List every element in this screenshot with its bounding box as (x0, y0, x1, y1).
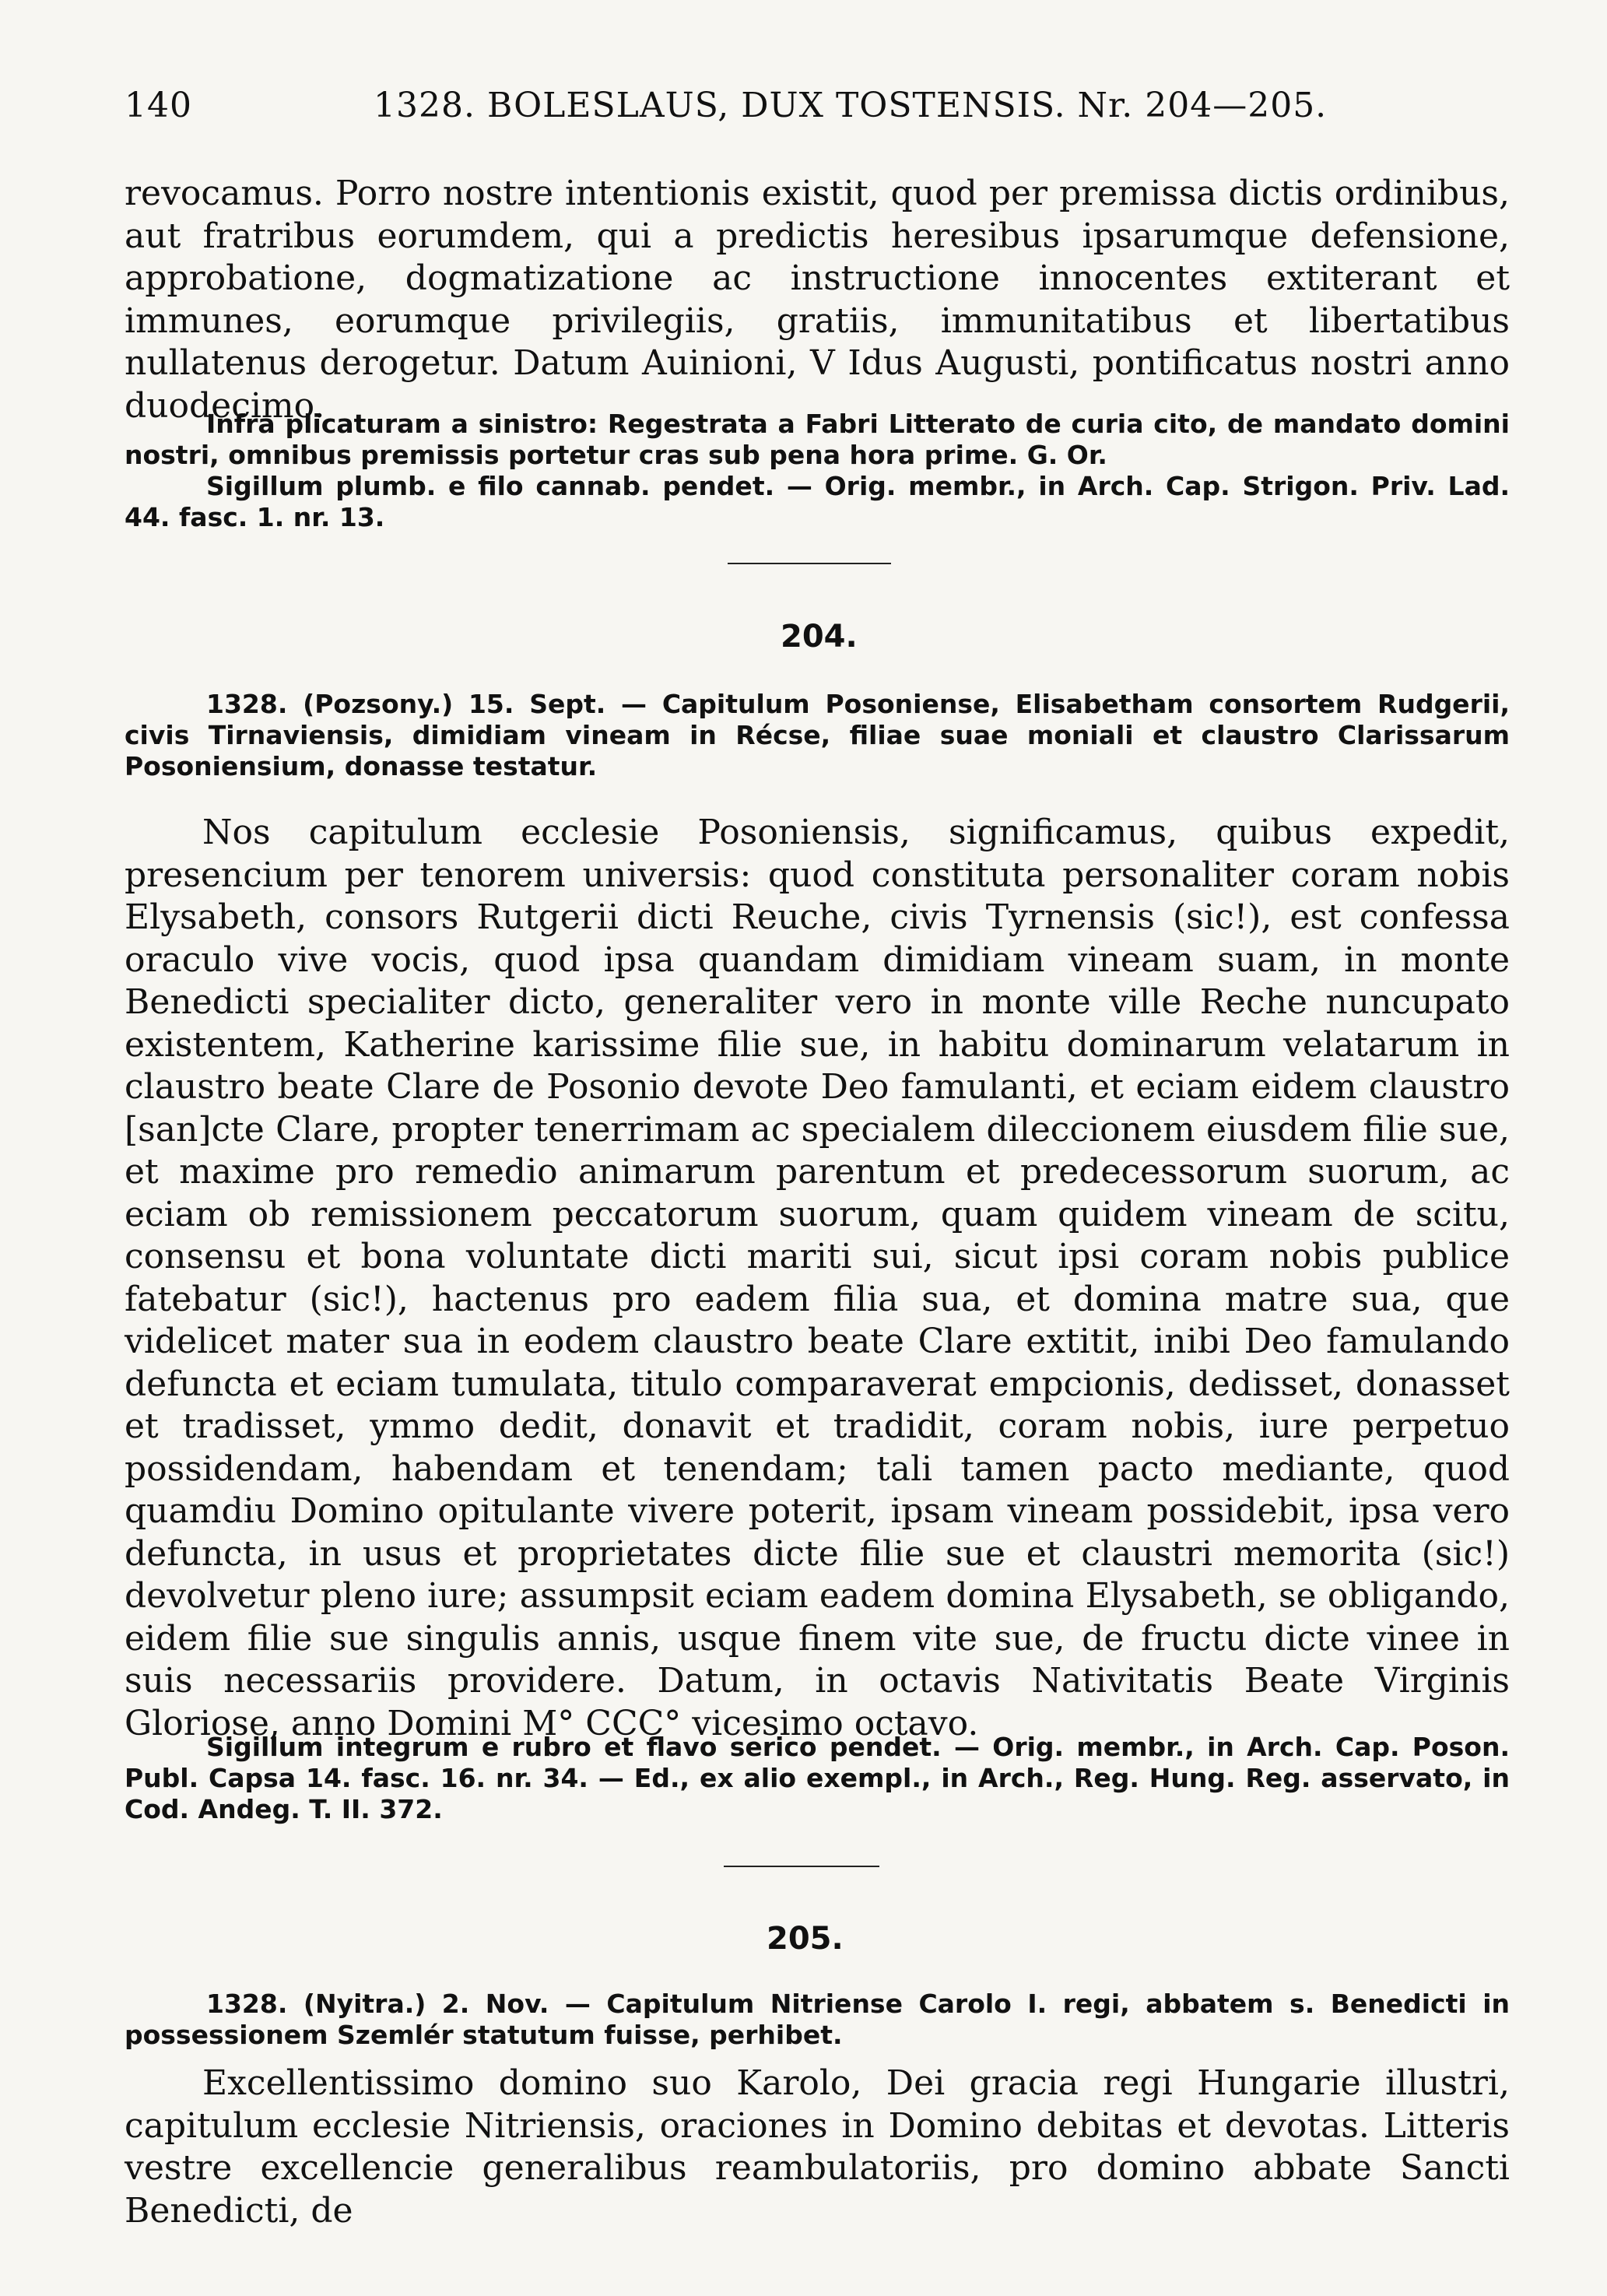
doc203-text-continuation (125, 173, 1510, 427)
separator-rule (728, 563, 891, 564)
doc205-charter-text (125, 2063, 1510, 2232)
doc205-regest (125, 1989, 1510, 2051)
doc204-regest (125, 689, 1510, 782)
doc204-charter-text (125, 812, 1510, 1745)
doc203-note-plica: Infra plicaturam a sinistro: Regestrata a Fabri Litterato de curia cito, de mandato domini nostri, omnibus premissis portetur cras sub pena hora prime. G. Or. (125, 409, 1510, 470)
doc203-notes (125, 409, 1510, 533)
doc205-number: 205. (767, 1921, 844, 1957)
doc204-paragraph: Nos capitulum ecclesie Posoniensis, significamus, quibus expedit, presencium per tenorem universis: quod constituta personaliter coram nobis Elysabeth, consors Rutgerii dicti Reuche, civis Tyrnensis (sic!), est confessa oraculo vive vocis, quod ipsa quandam dimidiam vineam suam, in monte Benedicti specialiter dicto, generaliter vero in monte ville Reche nuncupato existentem, Katherine karissime filie sue, in habitu dominarum velatarum in claustro beate Clare de Posonio devote Deo famulanti, et eciam eidem claustro [san]cte Clare, propter tenerrimam ac specialem dileccionem eiusdem filie sue, et maxime pro remedio animarum parentum et predecessorum suorum, ac eciam ob remissionem peccatorum suorum, quam quidem vineam de scitu, consensu et bona voluntate dicti mariti sui, sicut ipsi coram nobis publice fatebatur (sic!), hactenus pro eadem filia sua, et domina matre sua, que videlicet mater sua in eodem claustro beate Clare extitit, inibi Deo famulando defuncta et eciam tumulata, titulo comparaverat empcionis, dedisset, donasset et tradisset, ymmo dedit, donavit et tradidit, coram nobis, iure perpetuo possidendam, habendam et tenendam; tali tamen pacto mediante, quod quamdiu Domino opitulante vivere poterit, ipsam vineam possidebit, ipsa vero defuncta, in usus et proprietates dicte filie sue et claustri memorita (sic!) devolvetur pleno iure; assumpsit eciam eadem domina Elysabeth, se obligando, eidem filie sue singulis annis, usque finem vite sue, de fructu dicte vinee in suis necessariis providere. Datum, in octavis Nativitatis Beate Virginis Gloriose, anno Domini M° CCC° vicesimo octavo. (125, 813, 1510, 1743)
page-number: 140 (125, 86, 192, 125)
doc203-note-seal: Sigillum plumb. e filo cannab. pendet. — Orig. membr., in Arch. Cap. Strigon. Priv. Lad. 44. fasc. 1. nr. 13. (125, 471, 1510, 532)
doc204-note-seal: Sigillum integrum e rubro et flavo serico pendet. — Orig. membr., in Arch. Cap. Poson. Publ. Capsa 14. fasc. 16. nr. 34. — Ed., ex alio exempl., in Arch., Reg. Hung. Reg. asservato, in Cod. Andeg. T. II. 372. (125, 1732, 1510, 1824)
doc203-paragraph: revocamus. Porro nostre intentionis existit, quod per premissa dictis ordinibus, aut fratribus eorumdem, qui a predictis heresibus ipsarumque defensione, approbatione, dogmatizatione ac instructione innocentes extiterant et immunes, eorumque privilegiis, gratiis, immunitatibus et libertatibus nullatenus derogetur. Datum Auinioni, V Idus Augusti, pontificatus nostri anno duodecimo. (125, 174, 1510, 426)
doc205-paragraph: Excellentissimo domino suo Karolo, Dei gracia regi Hungarie illustri, capitulum ecclesie Nitriensis, oraciones in Domino debitas et devotas. Litteris vestre excellencie generalibus reambulatoriis, pro domino abbate Sancti Benedicti, de (125, 2063, 1510, 2231)
doc204-number: 204. (781, 619, 858, 655)
doc204-regest-text: 1328. (Pozsony.) 15. Sept. — Capitulum Posoniense, Elisabetham consortem Rudgerii, civis Tirnaviensis, dimidiam vineam in Récse, filiae suae moniali et claustro Clarissarum Posoniensium, donasse testatur. (125, 689, 1510, 781)
doc204-notes (125, 1732, 1510, 1825)
separator-rule (724, 1866, 879, 1867)
running-title: 1328. BOLESLAUS, DUX TOSTENSIS. Nr. 204—205. (374, 86, 1328, 125)
doc205-regest-text: 1328. (Nyitra.) 2. Nov. — Capitulum Nitriense Carolo I. regi, abbatem s. Benedicti in possessionem Szemlér statutum fuisse, perhibet. (125, 1989, 1510, 2050)
